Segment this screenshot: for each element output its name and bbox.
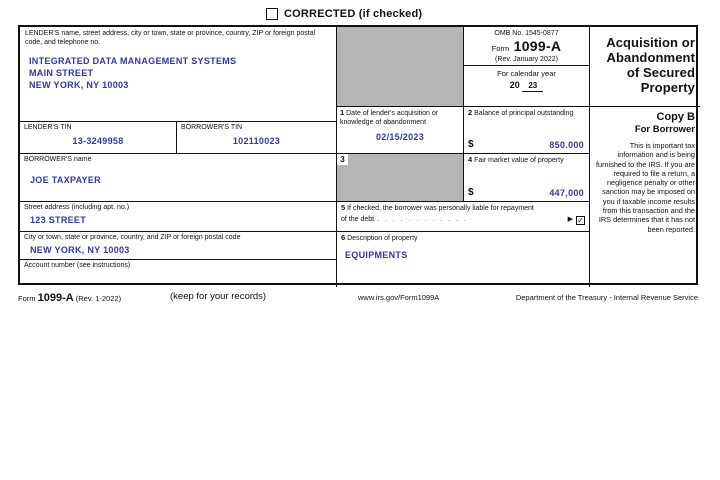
lender-name-value: INTEGRATED DATA MANAGEMENT SYSTEMS: [29, 56, 237, 66]
box1-acquisition-date: [337, 107, 464, 154]
lender-tin-label: LENDER'S TIN: [24, 124, 72, 131]
street-address-label: Street address (including apt. no.): [24, 204, 130, 211]
box2-number: 2: [468, 108, 473, 117]
box2-label: Balance of principal outstanding: [472, 110, 574, 117]
footer-irs-url: www.irs.gov/Form1099A: [358, 293, 440, 302]
form-number: 1099-A: [513, 38, 562, 54]
box4-number: 4: [468, 155, 473, 164]
street-address-value: 123 STREET: [30, 214, 87, 225]
footer-revision: (Rev. 1-2022): [75, 294, 122, 303]
corrected-checkbox[interactable]: [266, 8, 278, 20]
form-title: Acquisition or Abandonment of Secured Property: [606, 35, 695, 95]
box1-date-value: 02/15/2023: [375, 132, 425, 142]
borrower-tin-label: BORROWER'S TIN: [181, 124, 243, 131]
footer-department: Department of the Treasury - Internal Revenue Service: [515, 293, 698, 302]
form-title-box: [590, 27, 700, 107]
box2-amount-value: 850.000: [549, 140, 584, 150]
box5-personally-liable: [337, 202, 590, 232]
city-value: NEW YORK, NY 10003: [30, 244, 130, 255]
box6-number: 6: [341, 233, 346, 242]
box4-amount-value: 447,000: [549, 188, 584, 198]
lender-city-value: NEW YORK, NY 10003: [29, 80, 129, 90]
street-address-box: [20, 202, 337, 232]
form-word: Form: [491, 44, 510, 53]
lender-info-label: LENDER'S name, street address, city or town, state or province, country, ZIP or foreign postal code, and telephone no.: [25, 30, 316, 46]
box3-number: 3: [337, 154, 348, 165]
footer-keep-note: (keep for your records): [170, 291, 267, 302]
lender-tin-value: 13-3249958: [72, 135, 124, 146]
lender-tin-box: [20, 122, 177, 154]
account-number-label: Account number (see instructions): [24, 262, 131, 269]
box5-label-line1: If checked, the borrower was personally liable for repayment: [345, 205, 534, 212]
borrower-tin-value: 102110023: [232, 135, 281, 146]
box5-label-line2: of the debt: [341, 215, 375, 223]
copy-b-label: Copy B: [656, 111, 695, 123]
for-borrower-label: For Borrower: [634, 124, 695, 135]
city-box: [20, 232, 337, 260]
form-footer: [18, 290, 698, 306]
box1-number: 1: [340, 108, 345, 117]
omb-box: [464, 27, 590, 107]
arrow-right-icon: ▶: [567, 215, 573, 223]
lender-info-box: [20, 27, 337, 122]
footer-form-id: [18, 292, 121, 304]
box5-checkbox-checked[interactable]: ✓: [577, 215, 584, 225]
lender-street-value: MAIN STREET: [29, 68, 94, 78]
box6-description-value: EQUIPMENTS: [345, 249, 408, 260]
corrected-header: [266, 8, 422, 20]
borrower-name-box: [20, 154, 337, 202]
box2-dollar-sign: $: [468, 139, 474, 150]
corrected-label: CORRECTED (if checked): [284, 8, 423, 20]
box5-number: 5: [341, 203, 346, 212]
city-label: City or town, state or province, country, and ZIP or foreign postal code: [24, 234, 241, 241]
borrower-notice-text: This is important tax information and is being furnished to the IRS. If you are required to file a return, a negligence penalty or other sanction may be imposed on you if taxable income results from this transaction and the IRS determines that it has not been reported.: [596, 141, 695, 234]
form-revision: (Rev. January 2022): [464, 56, 589, 66]
box4-fair-market-value: [464, 154, 590, 202]
shaded-area-top: [337, 27, 464, 107]
box4-dollar-sign: $: [468, 187, 474, 198]
calendar-year-prefix: 20: [509, 80, 520, 90]
footer-form-number: 1099-A: [37, 292, 74, 304]
borrower-name-label: BORROWER'S name: [24, 156, 92, 163]
box2-balance-outstanding: [464, 107, 590, 154]
calendar-year-label: For calendar year: [497, 69, 556, 78]
box4-label: Fair market value of property: [472, 157, 564, 164]
copy-b-box: [590, 107, 700, 287]
form-1099a: [18, 25, 698, 285]
footer-form-word: Form: [18, 294, 36, 303]
box6-property-description: [337, 232, 590, 287]
calendar-year-value: 23: [522, 81, 543, 92]
box6-label: Description of property: [345, 235, 418, 242]
borrower-tin-box: [177, 122, 337, 154]
box1-label: Date of lender's acquisition or knowledge of abandonment: [340, 110, 439, 126]
account-number-box: [20, 260, 337, 287]
box3-shaded: [337, 154, 464, 202]
omb-number: OMB No. 1545-0877: [494, 30, 559, 37]
borrower-name-value: JOE TAXPAYER: [30, 174, 101, 185]
box5-dot-leaders: . . . . . . . . . . . .: [377, 215, 468, 223]
